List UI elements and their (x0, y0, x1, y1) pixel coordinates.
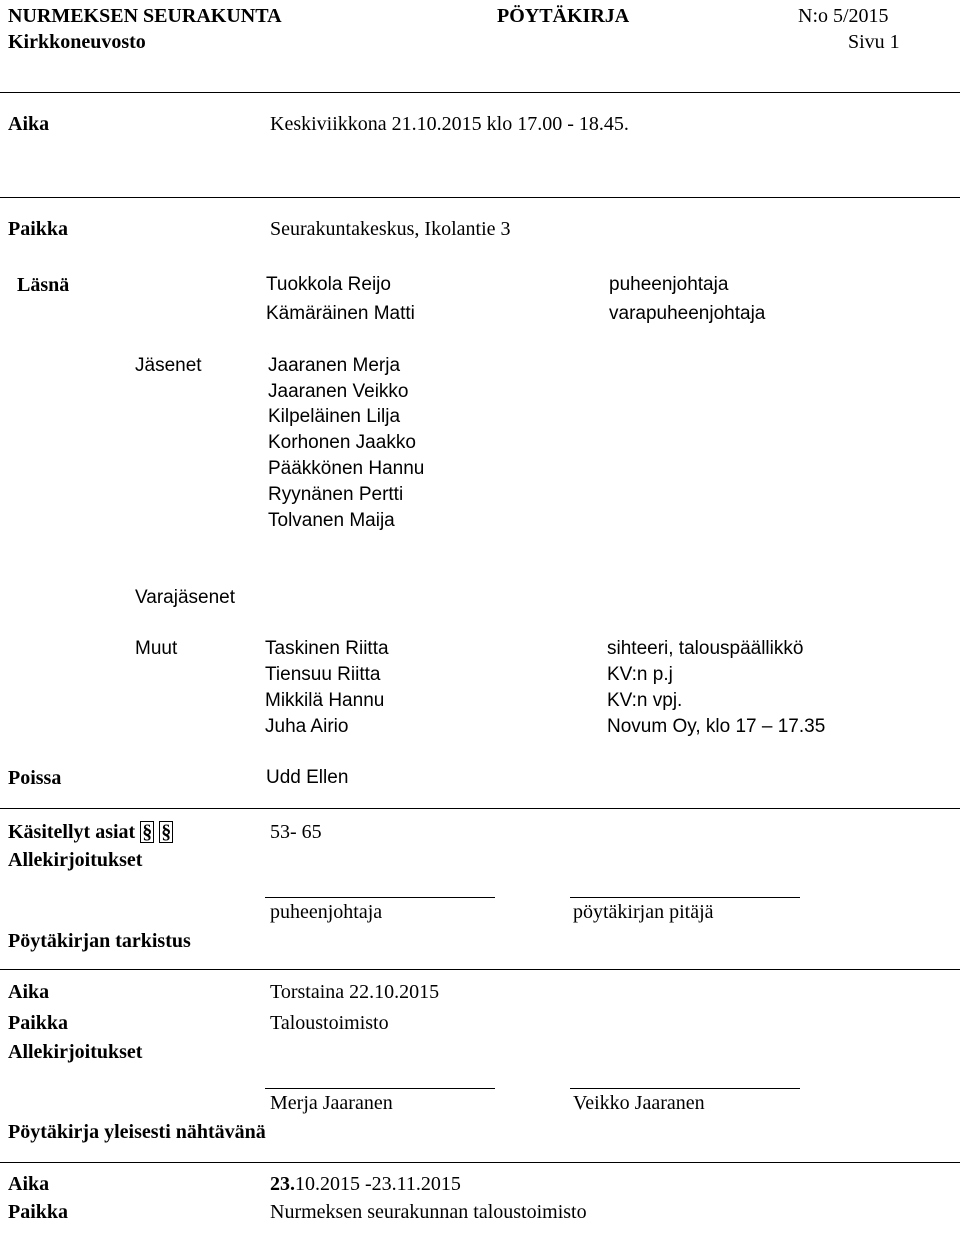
meeting-rule (0, 197, 960, 198)
other-name: Tiensuu Riitta (265, 664, 381, 685)
keeper-signature-line (570, 897, 800, 898)
member-name: Ryynänen Pertti (268, 484, 404, 505)
meeting-place-value: Seurakuntakeskus, Ikolantie 3 (270, 218, 511, 240)
public-rule (0, 1162, 960, 1163)
review-signatures-label: Allekirjoitukset (8, 1041, 143, 1063)
leader-role: puheenjohtaja (609, 274, 729, 295)
other-name: Mikkilä Hannu (265, 690, 385, 711)
other-role: KV:n p.j (607, 664, 673, 685)
public-time-value (270, 1172, 461, 1196)
reviewer1-name: Merja Jaaranen (270, 1092, 393, 1114)
meeting-place-label: Paikka (8, 218, 69, 240)
absent-rule (0, 808, 960, 809)
other-role: KV:n vpj. (607, 690, 683, 711)
public-place-label: Paikka (8, 1201, 69, 1223)
section-mark-icon: § (142, 821, 153, 843)
document-number: N:o 5/2015 (798, 5, 889, 27)
other-role: Novum Oy, klo 17 – 17.35 (607, 716, 826, 737)
review-label: Pöytäkirjan tarkistus (8, 930, 191, 952)
member-name: Tolvanen Maija (268, 510, 395, 531)
review-time-value: Torstaina 22.10.2015 (270, 981, 440, 1003)
member-name: Kilpeläinen Lilja (268, 406, 401, 427)
keeper-caption: pöytäkirjan pitäjä (573, 901, 714, 923)
handled-label (8, 820, 173, 844)
other-name: Juha Airio (265, 716, 349, 737)
document-type: PÖYTÄKIRJA (497, 5, 630, 27)
chair-signature-line (265, 897, 495, 898)
reviewer2-name: Veikko Jaaranen (573, 1092, 705, 1114)
review-time-label: Aika (8, 981, 50, 1003)
member-name: Jaaranen Merja (268, 355, 401, 376)
leader-name: Kämäräinen Matti (266, 303, 415, 324)
public-time-rest: 10.2015 -23.11.2015 (295, 1173, 461, 1195)
review-rule (0, 969, 960, 970)
public-label: Pöytäkirja yleisesti nähtävänä (8, 1121, 266, 1143)
review-place-value: Taloustoimisto (270, 1012, 389, 1034)
member-name: Korhonen Jaakko (268, 432, 416, 453)
present-label: Läsnä (17, 274, 70, 296)
members-label: Jäsenet (135, 355, 202, 376)
section-mark-icon: § (161, 821, 172, 843)
reviewer1-signature-line (265, 1088, 495, 1089)
signatures-label: Allekirjoitukset (8, 849, 143, 871)
leader-name: Tuokkola Reijo (266, 274, 391, 295)
leader-role: varapuheenjohtaja (609, 303, 766, 324)
others-label: Muut (135, 638, 178, 659)
page-number: Sivu 1 (848, 31, 900, 53)
header-rule (0, 92, 960, 93)
other-role: sihteeri, talouspäällikkö (607, 638, 804, 659)
review-place-label: Paikka (8, 1012, 69, 1034)
public-time-start: 23. (270, 1173, 295, 1195)
handled-label-text: Käsitellyt asiat (8, 821, 136, 843)
handled-value: 53- 65 (270, 821, 322, 843)
org-name: NURMEKSEN SEURAKUNTA (8, 5, 282, 27)
member-name: Pääkkönen Hannu (268, 458, 425, 479)
meeting-time-label: Aika (8, 113, 50, 135)
deputies-label: Varajäsenet (135, 587, 235, 608)
governing-body: Kirkkoneuvosto (8, 31, 146, 53)
meeting-time-value: Keskiviikkona 21.10.2015 klo 17.00 - 18.45. (270, 113, 629, 135)
reviewer2-signature-line (570, 1088, 800, 1089)
absent-label: Poissa (8, 767, 62, 789)
other-name: Taskinen Riitta (265, 638, 389, 659)
absent-name: Udd Ellen (266, 767, 349, 788)
chair-caption: puheenjohtaja (270, 901, 383, 923)
public-place-value: Nurmeksen seurakunnan taloustoimisto (270, 1201, 587, 1223)
public-time-label: Aika (8, 1173, 50, 1195)
member-name: Jaaranen Veikko (268, 381, 409, 402)
